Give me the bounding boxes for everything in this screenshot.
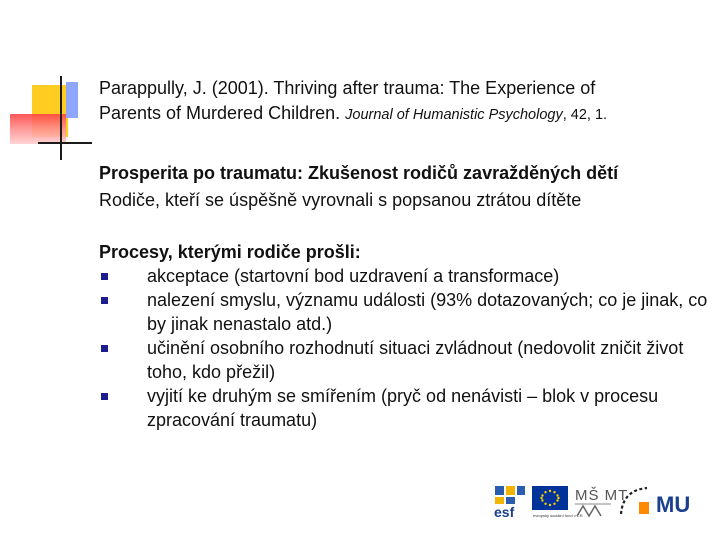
reference-citation — [99, 76, 709, 128]
esf-logo-text: esf — [494, 504, 515, 520]
mu-logo-text: MU — [656, 492, 691, 517]
list-item-text: vyjití ke druhým se smířením (pryč od nenávisti – blok v procesu zpracování traumatu) — [147, 386, 659, 430]
list-item-text: nalezení smyslu, významu události (93% dotazovaných; co je jinak, co by jinak nenastalo atd.) — [147, 290, 708, 334]
list-item — [99, 288, 709, 336]
bullet-square-icon — [101, 393, 108, 400]
msmt-logo — [573, 484, 629, 520]
msmt-logo-text: MŠ MT — [575, 487, 629, 504]
list-item — [99, 336, 709, 384]
list-item-text: učinění osobního rozhodnutí situaci zvládnout (nedovolit zničit život toho, kdo přežil) — [147, 338, 684, 382]
process-section — [99, 240, 709, 432]
decoration-horizontal-line — [38, 142, 92, 144]
list-item-text: akceptace (startovní bod uzdravení a transformace) — [147, 266, 560, 286]
list-item — [99, 384, 709, 432]
bullet-square-icon — [101, 273, 108, 280]
reference-line-2 — [99, 101, 709, 128]
operational-programme-logo — [617, 484, 651, 520]
bullet-square-icon — [101, 345, 108, 352]
reference-volume: , 42, 1. — [562, 107, 608, 123]
esf-logo — [493, 484, 527, 520]
study-title: Prosperita po traumatu: Zkušenost rodičů zavražděných dětí — [99, 163, 619, 183]
eu-flag-logo — [531, 484, 583, 520]
study-subtitle: Rodiče, kteří se úspěšně vyrovnali s popsanou ztrátou dítěte — [99, 190, 582, 210]
decoration-red-gradient — [10, 114, 66, 144]
reference-journal: Journal of Humanistic Psychology — [345, 107, 563, 123]
reference-authors-title-end: Parents of Murdered Children. — [99, 103, 346, 123]
process-title: Procesy, kterými rodiče prošli: — [99, 242, 361, 262]
study-heading — [99, 160, 709, 214]
footer-logos — [493, 484, 691, 520]
reference-line-1: Parappully, J. (2001). Thriving after trauma: The Experience of — [99, 78, 596, 98]
bullet-square-icon — [101, 297, 108, 304]
decoration-blue-bar — [66, 82, 78, 118]
list-item — [99, 264, 709, 288]
eu-caption: evropský sociální fond v ČR — [533, 513, 583, 518]
decoration-vertical-line — [60, 76, 62, 160]
mu-logo — [655, 484, 691, 520]
process-list — [99, 264, 709, 432]
